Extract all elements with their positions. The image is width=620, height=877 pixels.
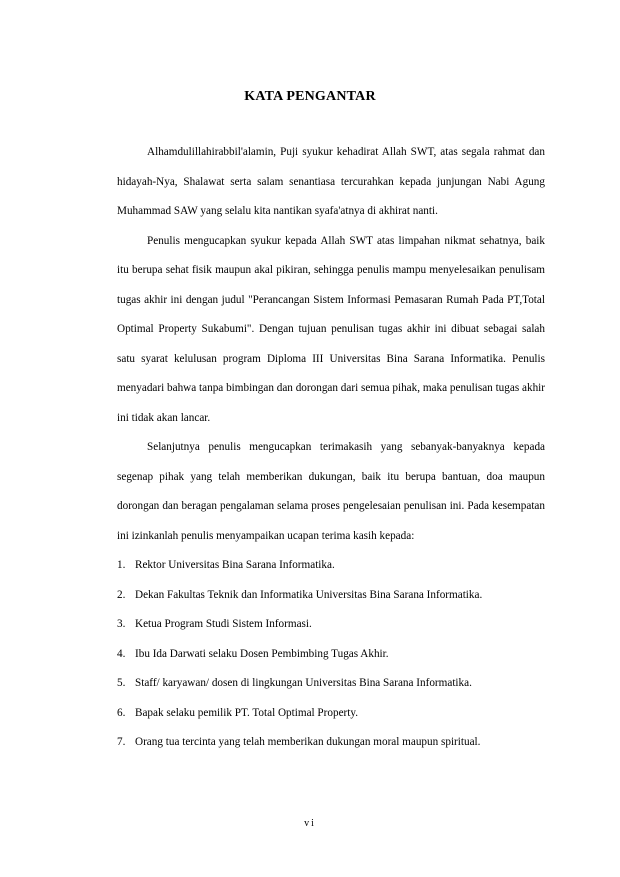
list-item-text: Bapak selaku pemilik PT. Total Optimal Property. [135, 706, 359, 719]
page-number: vi [304, 818, 316, 829]
list-item [117, 551, 545, 581]
list-item [117, 728, 545, 758]
list-item-number: 7. [117, 736, 126, 748]
paragraph-opening: Alhamdulillahirabbil'alamin, Puji syukur kehadirat Allah SWT, atas segala rahmat dan hidayah-Nya, Shalawat serta salam senantiasa tercurahkan kepada junjungan Nabi Agung Muhammad SAW yang selalu kita nantikan syafa'atnya di akhirat nanti. [117, 146, 545, 217]
page-title: KATA PENGANTAR [244, 89, 376, 104]
list-item [117, 581, 545, 611]
list-item-text: Staff/ karyawan/ dosen di lingkungan Universitas Bina Sarana Informatika. [135, 677, 472, 689]
list-item-text: Ketua Program Studi Sistem Informasi. [135, 618, 312, 630]
paragraph-gratitude: Penulis mengucapkan syukur kepada Allah SWT atas limpahan nikmat sehatnya, baik itu berupa sehat fisik maupun akal pikiran, sehingga penulis mampu menyelesaikan penulisam tugas akhir ini dengan judul "Perancangan Sistem Informasi Pemasaran Rumah Pada PT,Total Optimal Property Sukabumi". Dengan tujuan penulisan tugas akhir ini dibuat sebagai salah satu syarat kelulusan program Diploma III Universitas Bina Sarana Informatika. Penulis menyadari bahwa tanpa bimbingan dan dorongan dari semua pihak, maka penulisan tugas akhir ini tidak akan lancar. [117, 234, 545, 424]
list-item-number: 1. [117, 559, 126, 571]
list-item-text: Dekan Fakultas Teknik dan Informatika Universitas Bina Sarana Informatika. [135, 588, 483, 601]
document-body [117, 138, 545, 758]
list-item-number: 3. [117, 618, 126, 630]
list-item [117, 640, 545, 670]
list-item-number: 4. [117, 647, 126, 660]
list-item [117, 610, 545, 640]
list-item-text: Rektor Universitas Bina Sarana Informatika. [135, 559, 335, 571]
list-item-number: 6. [117, 706, 126, 719]
list-item [117, 669, 545, 699]
acknowledgement-list [117, 551, 545, 758]
paragraph-thanks: Selanjutnya penulis mengucapkan terimakasih yang sebanyak-banyaknya kepada segenap pihak yang telah memberikan dukungan, baik itu berupa bantuan, doa maupun dorongan dan beragan pengalaman selama proses pengelesaian penulisan ini. Pada kesempatan ini izinkanlah penulis menyampaikan ucapan terima kasih kepada: [117, 441, 545, 542]
list-item-number: 2. [117, 588, 126, 601]
list-item-text: Ibu Ida Darwati selaku Dosen Pembimbing Tugas Akhir. [135, 647, 389, 660]
list-item-text: Orang tua tercinta yang telah memberikan dukungan moral maupun spiritual. [135, 736, 481, 748]
list-item-number: 5. [117, 677, 126, 689]
list-item [117, 699, 545, 729]
